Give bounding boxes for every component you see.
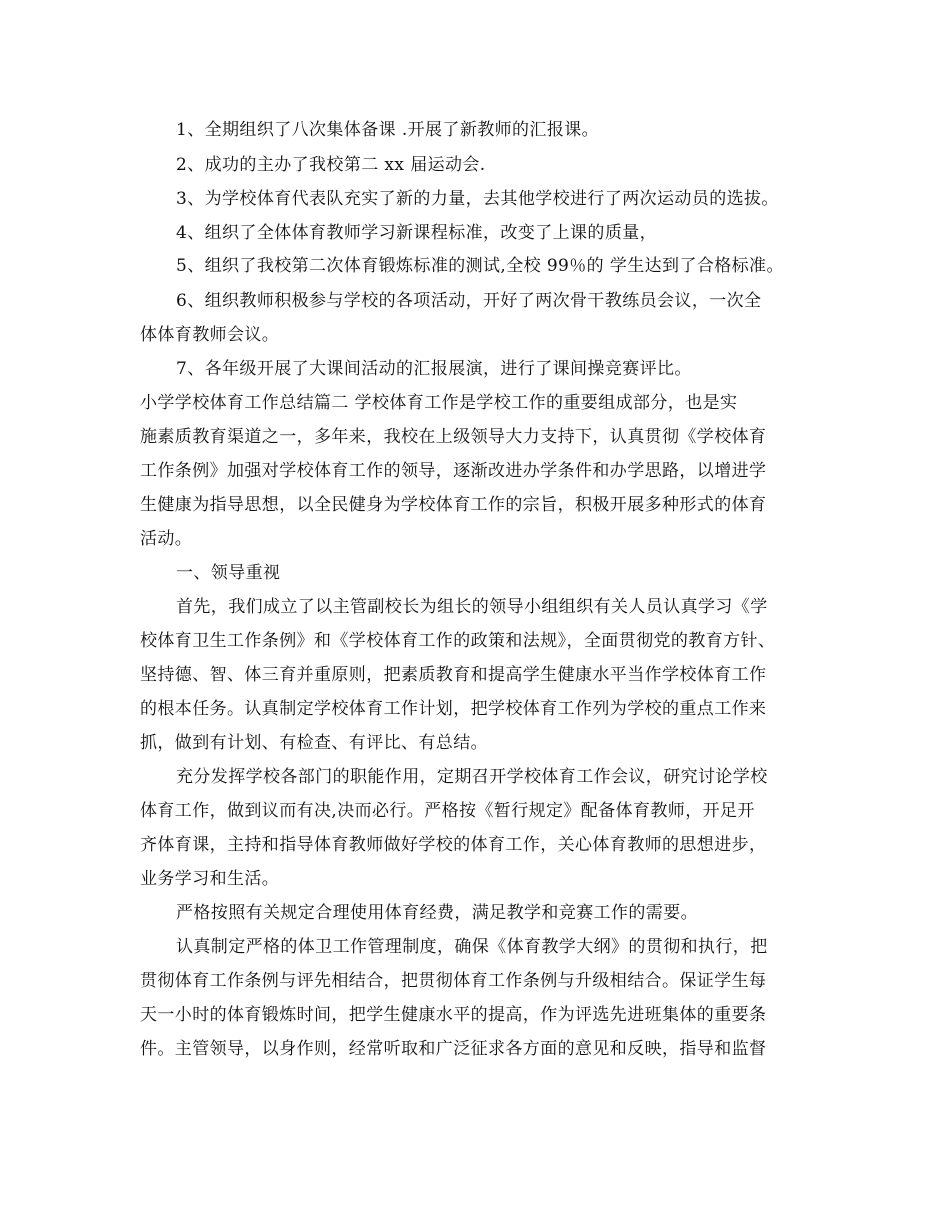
- text-line: 生健康为指导思想，以全民健身为学校体育工作的宗旨，积极开展多种形式的体育: [140, 495, 767, 515]
- text-line: 2、成功的主办了我校第二 xx 届运动会.: [176, 155, 486, 175]
- text-line: 1、全期组织了八次集体备课 .开展了新教师的汇报课。: [176, 120, 600, 140]
- text-line: 充分发挥学校各部门的职能作用，定期召开学校体育工作会议，研究讨论学校: [176, 767, 768, 787]
- text-line: 5、组织了我校第二次体育锻炼标准的测试,全校 99％的 学生达到了合格标准。: [176, 256, 784, 276]
- text-line: 3、为学校体育代表队充实了新的力量，去其他学校进行了两次运动员的选拔。: [176, 189, 779, 209]
- text-line: 坚持德、智、体三育并重原则，把素质教育和提高学生健康水平当作学校体育工作: [140, 665, 767, 685]
- text-line: 体育工作，做到议而有决,决而必行。严格按《暂行规定》配备体育教师，开足开: [140, 801, 755, 821]
- text-line: 6、组织教师积极参与学校的各项活动，开好了两次骨干教练员会议，一次全: [176, 291, 762, 311]
- text-line: 工作条例》加强对学校体育工作的领导，逐渐改进办学条件和办学思路，以增进学: [140, 461, 767, 481]
- text-line: 业务学习和生活。: [140, 869, 280, 889]
- text-line: 活动。: [140, 529, 193, 549]
- section-heading-line: 小学学校体育工作总结篇二 学校体育工作是学校工作的重要组成部分，也是实: [140, 393, 738, 413]
- text-line: 件。主管领导，以身作则，经常听取和广泛征求各方面的意见和反映，指导和监督: [140, 1039, 767, 1059]
- text-line: 4、组织了全体体育教师学习新课程标准，改变了上课的质量，: [176, 223, 658, 243]
- text-line: 认真制定严格的体卫工作管理制度，确保《体育教学大纲》的贯彻和执行，把: [176, 937, 768, 957]
- text-line: 齐体育课，主持和指导体育教师做好学校的体育工作，关心体育教师的思想进步，: [140, 835, 767, 855]
- text-line: 体体育教师会议。: [140, 325, 280, 345]
- text-line: 首先，我们成立了以主管副校长为组长的领导小组组织有关人员认真学习《学: [176, 597, 768, 617]
- text-line: 贯彻体育工作条例与评先相结合，把贯彻体育工作条例与升级相结合。保证学生每: [140, 971, 767, 991]
- text-line: 7、各年级开展了大课间活动的汇报展演，进行了课间操竞赛评比。: [176, 359, 692, 379]
- text-line: 抓，做到有计划、有检查、有评比、有总结。: [140, 733, 488, 753]
- text-line: 施素质教育渠道之一，多年来，我校在上级领导大力支持下，认真贯彻《学校体育: [140, 427, 767, 447]
- text-line: 天一小时的体育锻炼时间，把学生健康水平的提高，作为评选先进班集体的重要条: [140, 1005, 767, 1025]
- subheading-line: 一、领导重视: [176, 563, 281, 583]
- text-line: 严格按照有关规定合理使用体育经费，满足教学和竞赛工作的需要。: [176, 903, 698, 923]
- text-line: 校体育卫生工作条例》和《学校体育工作的政策和法规》，全面贯彻党的教育方针、: [140, 631, 776, 651]
- text-line: 的根本任务。认真制定学校体育工作计划，把学校体育工作列为学校的重点工作来: [140, 699, 767, 719]
